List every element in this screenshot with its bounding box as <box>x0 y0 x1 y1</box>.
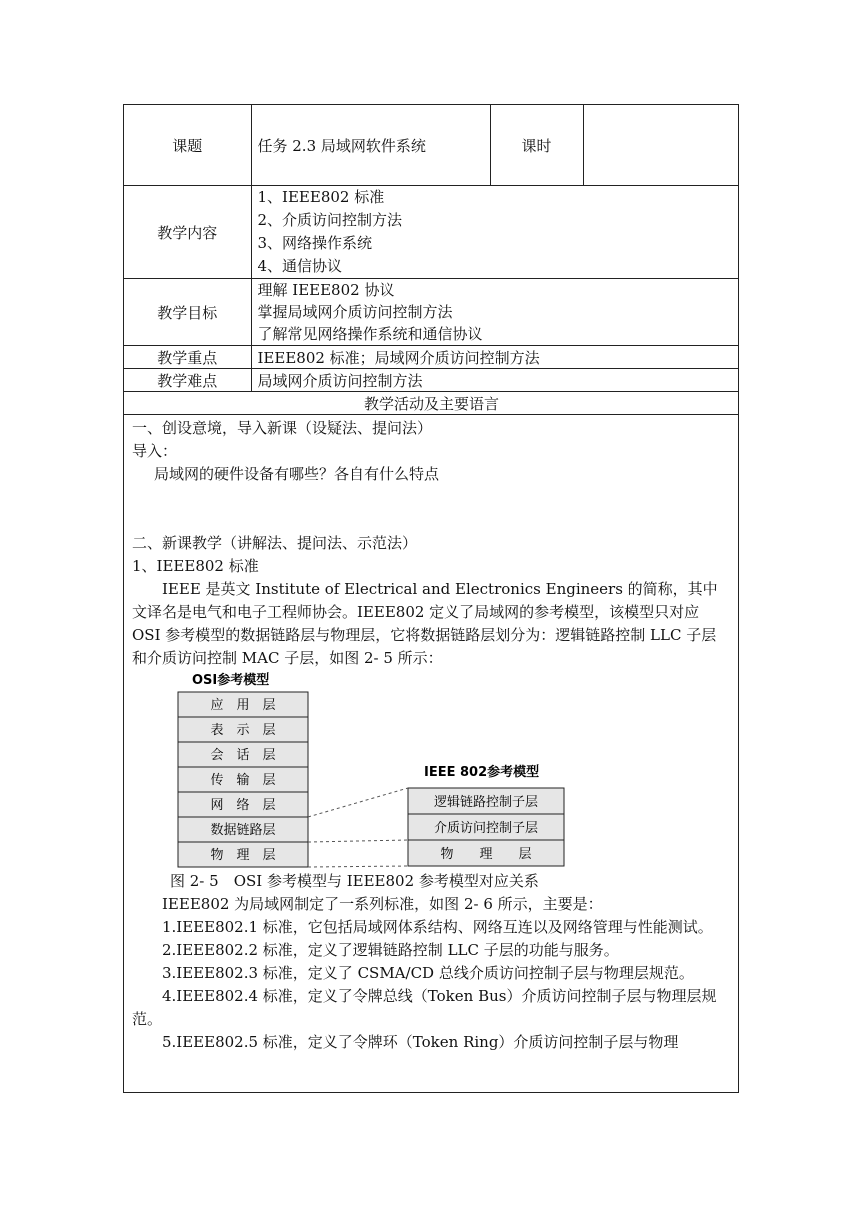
section-2-subtitle: 1、IEEE802 标准 <box>132 557 259 575</box>
section-2-title: 二、新课教学（讲解法、提问法、示范法） <box>132 534 418 552</box>
mapping-line <box>308 866 408 867</box>
topic-label: 课题 <box>124 105 251 186</box>
difficulty-value: 局域网介质访问控制方法 <box>251 369 739 392</box>
osi-layer-label: 物 理 层 <box>210 848 276 863</box>
standard-item: 1.IEEE802.1 标准，它包括局域网体系结构、网络互连以及网络管理与性能测试。 <box>162 918 713 936</box>
ieee-paragraph: IEEE 是英文 Institute of Electrical and Electronics Engineers 的简称，其中文译名是电气和电子工程师协会。IEEE802 定义了局域网的参考模型，该模型只对应 OSI 参考模型的数据链路层与物理层，它将数据链路层划分为：逻辑链路控制 LLC 子层和介质访问控制 MAC 子层，如图 2- 5 所示： <box>132 580 718 667</box>
osi-layer-label: 表 示 层 <box>210 723 276 738</box>
osi-layer-label: 数据链路层 <box>210 823 276 838</box>
mapping-lines <box>308 788 408 867</box>
topic-value: 任务 2.3 局域网软件系统 <box>251 105 490 186</box>
hours-value <box>583 105 739 186</box>
lesson-plan-document <box>123 104 739 1093</box>
goal-label: 教学目标 <box>124 279 251 346</box>
content-label: 教学内容 <box>124 186 251 279</box>
key-label: 教学重点 <box>124 346 251 369</box>
difficulty-label: 教学难点 <box>124 369 251 392</box>
mapping-line <box>308 840 408 842</box>
activity-header: 教学活动及主要语言 <box>124 392 739 415</box>
hours-label: 课时 <box>490 105 583 186</box>
content-item: 2、介质访问控制方法 <box>257 211 403 229</box>
standard-item: 3.IEEE802.3 标准，定义了 CSMA/CD 总线介质访问控制子层与物理层规范。 <box>162 964 694 982</box>
content-list <box>251 186 739 279</box>
ieee-layer-label: 物 理 层 <box>440 847 532 862</box>
osi-ieee-diagram-svg <box>132 670 732 870</box>
ieee-layer-group <box>408 788 564 866</box>
mapping-line <box>308 788 408 817</box>
content-item: 4、通信协议 <box>257 257 343 275</box>
spacer <box>132 486 730 532</box>
section-1-title: 一、创设意境，导入新课（设疑法、提问法） <box>132 419 433 437</box>
osi-layer-label: 会 话 层 <box>210 748 276 763</box>
standards-intro: IEEE802 为局域网制定了一系列标准，如图 2- 6 所示，主要是： <box>162 895 603 913</box>
goal-item: 了解常见网络操作系统和通信协议 <box>257 325 483 343</box>
content-item: 1、IEEE802 标准 <box>257 188 385 206</box>
key-value: IEEE802 标准；局域网介质访问控制方法 <box>251 346 739 369</box>
content-item: 3、网络操作系统 <box>257 234 373 252</box>
standard-item: 5.IEEE802.5 标准，定义了令牌环（Token Ring）介质访问控制子层与物理 <box>162 1033 679 1051</box>
goal-list <box>251 279 739 346</box>
ieee-layer-label: 逻辑链路控制子层 <box>433 795 539 810</box>
osi-title: OSI参考模型 <box>192 673 270 688</box>
standard-item: 2.IEEE802.2 标准，定义了逻辑链路控制 LLC 子层的功能与服务。 <box>162 941 619 959</box>
ieee-title: IEEE 802参考模型 <box>424 765 540 780</box>
standard-item: 4.IEEE802.4 标准，定义了令牌总线（Token Bus）介质访问控制子层与物理层规范。 <box>132 987 717 1028</box>
section-1-intro: 导入： <box>132 442 178 460</box>
osi-ieee-diagram <box>132 670 730 870</box>
lesson-body <box>124 415 738 1054</box>
goal-item: 理解 IEEE802 协议 <box>257 281 395 299</box>
goal-item: 掌握局域网介质访问控制方法 <box>257 303 453 321</box>
lesson-info-table <box>124 105 739 415</box>
ieee-layer-label: 介质访问控制子层 <box>433 821 539 836</box>
section-1-question: 局域网的硬件设备有哪些？各自有什么特点 <box>154 465 440 483</box>
osi-layer-label: 网 络 层 <box>210 798 276 813</box>
osi-layer-group <box>178 692 308 867</box>
osi-layer-label: 传 输 层 <box>210 773 276 788</box>
figure-caption: 图 2- 5 OSI 参考模型与 IEEE802 参考模型对应关系 <box>170 872 539 890</box>
osi-layer-label: 应 用 层 <box>210 698 276 713</box>
